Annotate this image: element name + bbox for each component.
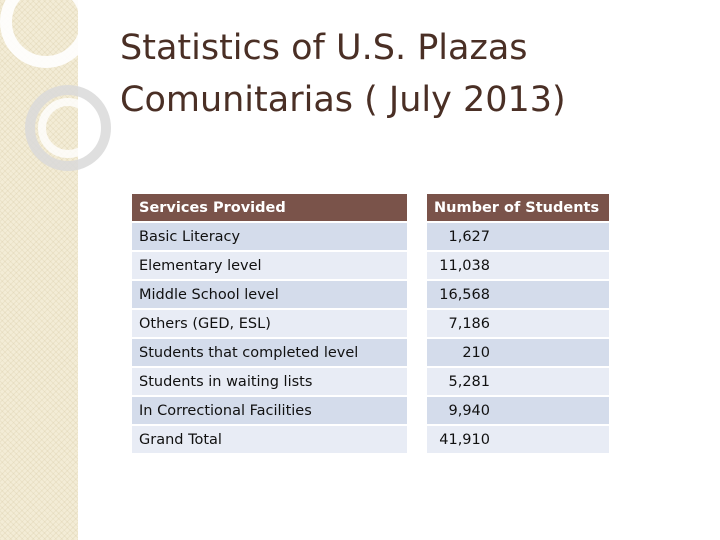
table-row bbox=[132, 339, 609, 366]
row-student-count: 7,186 bbox=[448, 315, 490, 332]
row-student-count-cell bbox=[427, 310, 609, 337]
header-services-provided: Services Provided bbox=[132, 194, 407, 221]
row-service-label: Students in waiting lists bbox=[132, 368, 407, 395]
statistics-table bbox=[132, 192, 609, 455]
row-gap bbox=[407, 426, 427, 453]
row-gap bbox=[407, 397, 427, 424]
row-student-count: 11,038 bbox=[439, 257, 490, 274]
row-service-label: Middle School level bbox=[132, 281, 407, 308]
row-student-count-cell bbox=[427, 397, 609, 424]
decorative-ring-lower-inner bbox=[42, 102, 94, 154]
row-service-label: Grand Total bbox=[132, 426, 407, 453]
row-gap bbox=[407, 281, 427, 308]
table-header-row bbox=[132, 194, 609, 221]
row-gap bbox=[407, 339, 427, 366]
row-gap bbox=[407, 368, 427, 395]
row-service-label: Students that completed level bbox=[132, 339, 407, 366]
row-student-count-cell bbox=[427, 252, 609, 279]
row-service-label: Others (GED, ESL) bbox=[132, 310, 407, 337]
decorative-rings bbox=[0, 0, 140, 200]
table-row bbox=[132, 281, 609, 308]
decorative-ring-upper bbox=[6, 0, 86, 62]
slide-title bbox=[120, 22, 680, 126]
row-student-count: 9,940 bbox=[448, 402, 490, 419]
slide-title-line-2: Comunitarias ( July 2013) bbox=[120, 80, 566, 120]
row-student-count: 5,281 bbox=[448, 373, 490, 390]
row-student-count-cell bbox=[427, 368, 609, 395]
row-student-count-cell bbox=[427, 339, 609, 366]
row-student-count-cell bbox=[427, 426, 609, 453]
row-gap bbox=[407, 252, 427, 279]
header-gap bbox=[407, 194, 427, 221]
row-service-label: In Correctional Facilities bbox=[132, 397, 407, 424]
row-student-count-cell bbox=[427, 223, 609, 250]
row-service-label: Basic Literacy bbox=[132, 223, 407, 250]
row-student-count: 1,627 bbox=[448, 228, 490, 245]
table-row bbox=[132, 368, 609, 395]
row-student-count: 16,568 bbox=[439, 286, 490, 303]
row-student-count: 210 bbox=[462, 344, 490, 361]
header-number-of-students: Number of Students bbox=[427, 194, 609, 221]
row-gap bbox=[407, 310, 427, 337]
row-student-count-cell bbox=[427, 281, 609, 308]
slide-title-line-1: Statistics of U.S. Plazas bbox=[120, 28, 528, 68]
table-row bbox=[132, 397, 609, 424]
row-service-label: Elementary level bbox=[132, 252, 407, 279]
row-gap bbox=[407, 223, 427, 250]
table-row bbox=[132, 223, 609, 250]
table-row bbox=[132, 252, 609, 279]
table-row bbox=[132, 310, 609, 337]
row-student-count: 41,910 bbox=[439, 431, 490, 448]
table-row bbox=[132, 426, 609, 453]
